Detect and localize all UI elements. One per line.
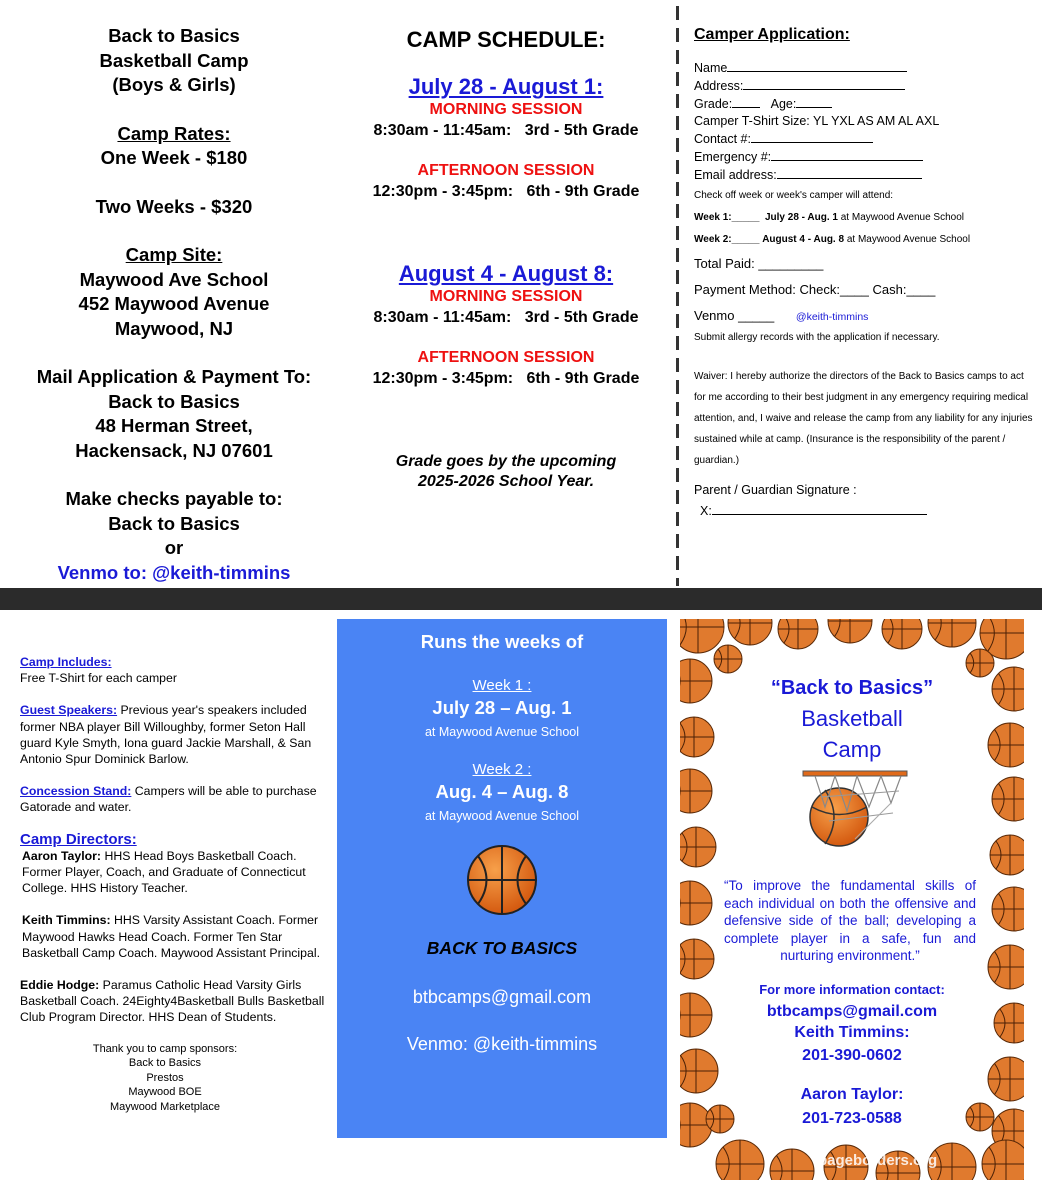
basketball-hoop-icon — [795, 767, 915, 851]
rate-one-week: One Week - $180 — [100, 147, 248, 168]
signature-field[interactable]: X: — [700, 503, 1034, 521]
checks-heading: Make checks payable to: — [65, 488, 283, 509]
camp-includes-heading: Camp Includes: — [20, 655, 112, 669]
grade-age-field[interactable]: Grade: Age: — [694, 96, 1034, 114]
basketball-icon — [465, 843, 539, 917]
basketball-decoration — [990, 835, 1024, 875]
guest-speakers-text: Previous year's speakers included former NBA player Bill Willoughby, former Seton Hall guard Kyle Smyth, Iona guard Jackie Marshall, & San Antonio Spur Dominick Barlow. — [20, 703, 312, 767]
sponsor-item: Back to Basics — [128, 1057, 202, 1070]
site-line3: Maywood, NJ — [114, 317, 234, 339]
cut-line-divider — [676, 6, 679, 586]
check-off-instructions: Check off week or week's camper will attend: — [694, 189, 894, 201]
cover-title-line2: Basketball — [801, 706, 903, 731]
panel-email[interactable]: btbcamps@gmail.com — [412, 987, 592, 1007]
signature-label: Parent / Guardian Signature : — [694, 482, 857, 497]
week2-morning-time: 8:30am - 11:45am: 3rd - 5th Grade — [373, 309, 639, 326]
director-keith-timmins: Keith Timmins: HHS Varsity Assistant Coach. Former Maywood Hawks Head Coach. Former Ten Star Basketball Camp Coach. Maywood Assistant Principal. — [22, 913, 320, 960]
sponsor-item: Maywood Marketplace — [109, 1100, 221, 1113]
cover-email[interactable]: btbcamps@gmail.com — [766, 1003, 938, 1020]
camp-title-line2: Basketball Camp — [99, 49, 249, 71]
email-field[interactable]: Email address: — [694, 167, 1034, 185]
basketball-decoration — [928, 619, 976, 647]
brand-text: BACK TO BASICS — [426, 938, 578, 958]
sponsors-heading: Thank you to camp sponsors: — [92, 1042, 238, 1055]
week2-dates: August 4 - August 8: — [398, 261, 614, 286]
panel-venmo: Venmo: @keith-timmins — [406, 1034, 598, 1054]
schedule-title: CAMP SCHEDULE: — [406, 27, 606, 52]
grade-note-line1: Grade goes by the upcoming — [395, 453, 617, 470]
concession-block — [20, 783, 325, 815]
address-field[interactable]: Address: — [694, 78, 1034, 96]
basketball-decoration — [770, 1149, 814, 1180]
site-line1: Maywood Ave School — [79, 268, 269, 290]
basketball-decoration — [882, 619, 922, 649]
basketball-decoration — [992, 777, 1024, 821]
director-eddie-hodge: Eddie Hodge: Paramus Catholic Head Varsity Girls Basketball Coach. 24Eighty4Basketball Bulls Basketball Club Program Director. HHS Dean of Students. — [20, 978, 325, 1025]
schedule-column — [350, 26, 662, 492]
site-line2: 452 Maywood Avenue — [78, 293, 270, 314]
week2-site: at Maywood Avenue School — [424, 809, 580, 823]
camper-application-form — [694, 26, 1034, 520]
basketball-decoration — [828, 619, 872, 643]
basketball-decoration — [680, 939, 714, 979]
week1-dates: July 28 - August 1: — [408, 74, 604, 99]
week2-label: Week 2 : — [472, 761, 532, 778]
sponsor-item: Maywood BOE — [128, 1086, 202, 1099]
guest-speakers-block — [20, 702, 325, 767]
basketball-decoration — [728, 619, 772, 645]
watermark: pageborders.org — [818, 1152, 938, 1169]
application-title: Camper Application: — [694, 26, 850, 43]
venmo-field[interactable]: Venmo _____ @keith-timmins — [694, 307, 869, 323]
venmo-handle: Venmo to: @keith-timmins — [57, 561, 291, 583]
name-field[interactable]: Name — [694, 60, 1034, 78]
runs-heading: Runs the weeks of — [420, 631, 584, 652]
contact-field[interactable]: Contact #: — [694, 131, 1034, 149]
basketball-decoration — [982, 1140, 1024, 1180]
total-paid-field[interactable]: Total Paid: _________ — [694, 255, 824, 271]
grade-note-line2: 2025-2026 School Year. — [417, 473, 595, 490]
checks-or: or — [164, 537, 184, 558]
week2-morning-label: MORNING SESSION — [429, 288, 583, 305]
week1-afternoon-time: 12:30pm - 3:45pm: 6th - 9th Grade — [372, 183, 640, 200]
contact1-name: Keith Timmins: — [794, 1024, 910, 1041]
basketball-decoration — [966, 649, 994, 677]
mail-line2: 48 Herman Street, — [95, 415, 253, 436]
week2-afternoon-time: 12:30pm - 3:45pm: 6th - 9th Grade — [372, 370, 640, 387]
payment-method-field[interactable]: Payment Method: Check:____ Cash:____ — [694, 281, 936, 297]
week1-dates: July 28 – Aug. 1 — [432, 697, 572, 718]
week2-dates: Aug. 4 – Aug. 8 — [435, 781, 569, 802]
mail-heading: Mail Application & Payment To: — [36, 366, 312, 387]
camp-site-heading: Camp Site: — [125, 244, 223, 265]
application-page — [0, 0, 1042, 588]
camp-includes-text: Free T-Shirt for each camper — [20, 671, 177, 686]
basketball-decoration — [680, 881, 712, 925]
week1-morning-time: 8:30am - 11:45am: 3rd - 5th Grade — [373, 122, 639, 139]
basketball-decoration — [778, 619, 818, 649]
cover-title-line3: Camp — [822, 737, 882, 762]
shirt-size-field[interactable]: Camper T-Shirt Size: YL YXL AS AM AL AXL — [694, 114, 940, 129]
mission-quote: “To improve the fundamental skills of each individual on both the offensive and defensive side of the ball; developing a complete player in a safe, fun and nurturing environment.” — [724, 878, 976, 963]
mail-line3: Hackensack, NJ 07601 — [75, 439, 273, 461]
basketball-decoration — [714, 645, 742, 673]
camp-directors-heading: Camp Directors: — [20, 830, 137, 848]
concession-text: Campers will be able to purchase Gatorade and water. — [20, 784, 317, 815]
basketball-decoration — [716, 1140, 764, 1180]
brochure-cover — [680, 619, 1024, 1180]
week1-checkbox-line[interactable]: Week 1:_____ July 28 - Aug. 1 at Maywood Avenue School — [694, 211, 964, 223]
sponsors-block — [20, 1042, 310, 1115]
camp-info-column — [0, 24, 348, 585]
rate-two-weeks: Two Weeks - $320 — [95, 195, 253, 217]
week1-morning-label: MORNING SESSION — [429, 101, 583, 118]
sponsor-item: Prestos — [146, 1071, 184, 1084]
week2-afternoon-label: AFTERNOON SESSION — [417, 349, 595, 366]
week1-site: at Maywood Avenue School — [424, 725, 580, 739]
waiver-text: Waiver: I hereby authorize the directors of the Back to Basics camps to act for me according to their best judgment in any emergency requiring medical attention, and, I waive and release the camp from any liability for any injuries sustained while at camp. (Insurance is the responsibility of the parent / guardian.) — [694, 370, 1033, 466]
week2-checkbox-line[interactable]: Week 2:_____ August 4 - Aug. 8 at Maywood Avenue School — [694, 233, 971, 245]
mail-line1: Back to Basics — [108, 390, 240, 412]
camp-title-line3: (Boys & Girls) — [112, 74, 236, 95]
checks-payee: Back to Basics — [108, 512, 240, 534]
weeks-panel — [337, 619, 667, 1138]
director-aaron-taylor: Aaron Taylor: HHS Head Boys Basketball Coach. Former Player, Coach, and Graduate of Connecticut College. HHS History Teacher. — [22, 848, 306, 896]
guest-speakers-heading: Guest Speakers: — [20, 703, 118, 718]
allergy-note: Submit allergy records with the application if necessary. — [694, 331, 940, 343]
camp-title-line1: Back to Basics — [108, 25, 240, 46]
basketball-decoration — [680, 827, 716, 867]
contact1-phone: 201-390-0602 — [802, 1047, 902, 1064]
basketball-decoration — [992, 887, 1024, 931]
emergency-field[interactable]: Emergency #: — [694, 149, 1034, 167]
contact2-phone: 201-723-0588 — [802, 1110, 902, 1127]
concession-heading: Concession Stand: — [20, 784, 132, 799]
week1-label: Week 1 : — [472, 677, 532, 694]
camp-details-column — [20, 654, 325, 1114]
more-info-label: For more information contact: — [759, 982, 945, 997]
basketball-decoration — [680, 619, 724, 653]
camp-includes-block — [20, 654, 325, 686]
camp-rates-heading: Camp Rates: — [117, 122, 231, 144]
contact2-name: Aaron Taylor: — [800, 1086, 904, 1103]
week1-afternoon-label: AFTERNOON SESSION — [417, 162, 595, 179]
cover-title-line1: “Back to Basics” — [770, 677, 934, 699]
brochure-page — [0, 610, 1042, 1200]
basketball-decoration — [680, 769, 712, 813]
